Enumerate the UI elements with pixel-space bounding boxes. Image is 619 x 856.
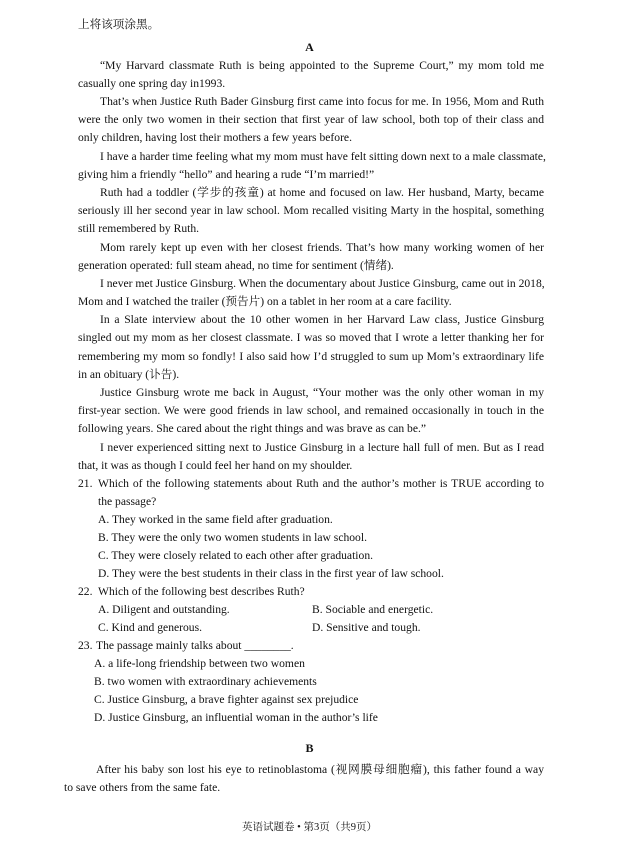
- passage-line: I never experienced sitting next to Justice Ginsburg in a lecture hall full of men. But as I read: [100, 441, 544, 454]
- passage-line: casually one spring day in1993.: [78, 77, 226, 90]
- question-stem: The passage mainly talks about ________.: [96, 639, 294, 652]
- section-a-heading: A: [305, 40, 314, 54]
- passage-line: remembering my mom so fondly! I also said how I’d struggled to sum up Mom’s extraordinary life: [78, 350, 544, 363]
- answer-option-d: D. Justice Ginsburg, an influential woman in the author’s life: [94, 711, 378, 724]
- question-stem: Which of the following statements about Ruth and the author’s mother is TRUE according to: [98, 477, 544, 490]
- passage-line: That’s when Justice Ruth Bader Ginsburg first came into focus for me. In 1956, Mom and Ruth: [100, 95, 544, 108]
- passage-line: Mom rarely kept up even with her closest friends. That’s how many working women of her: [100, 241, 544, 254]
- passage-line: only children, having lost their mothers a few years before.: [78, 131, 352, 144]
- answer-option-a: A. Diligent and outstanding.: [98, 603, 230, 616]
- question-stem: Which of the following best describes Ruth?: [98, 585, 305, 598]
- question-stem: the passage?: [98, 495, 157, 508]
- question-number: 23.: [78, 639, 93, 652]
- passage-line: giving him a friendly “hello” and hearing a rude “I’m married!”: [78, 168, 375, 181]
- passage-line: Mom and I watched the trailer (预告片) on a tablet in her room at a care facility.: [78, 295, 452, 308]
- passage-line: in an obituary (讣告).: [78, 368, 180, 381]
- passage-line: to save others from the same fate.: [64, 781, 221, 794]
- passage-line: seriously ill her second year in law school. Mom recalled visiting Marty in the hospital, something: [78, 204, 544, 217]
- passage-line: generation operated: full steam ahead, no time for sentiment (情绪).: [78, 259, 394, 272]
- passage-line: Ruth had a toddler (学步的孩童) at home and focused on law. Her husband, Marty, became: [100, 186, 544, 199]
- passage-line: After his baby son lost his eye to retinoblastoma (视网膜母细胞瘤), this father found a way: [96, 763, 544, 776]
- answer-option-b: B. Sociable and energetic.: [312, 603, 434, 616]
- answer-option-b: B. They were the only two women students in law school.: [98, 531, 367, 544]
- answer-option-a: A. a life-long friendship between two women: [94, 657, 305, 670]
- page-footer: 英语试题卷 • 第3页（共9页）: [242, 822, 377, 833]
- passage-line: In a Slate interview about the 10 other women in her Harvard Law class, Justice Ginsburg: [100, 313, 544, 326]
- question-number: 21.: [78, 477, 93, 490]
- answer-option-c: C. They were closely related to each other after graduation.: [98, 549, 374, 562]
- passage-line: following years. She cared about the right things and was brave as can be.”: [78, 422, 427, 435]
- passage-line: singled out my mom as her closest classmate. I was so moved that I wrote a letter thanking her for: [78, 331, 544, 344]
- passage-line: I never met Justice Ginsburg. When the documentary about Justice Ginsburg, came out in 2018,: [100, 277, 545, 290]
- section-b-heading: B: [305, 741, 314, 755]
- passage-line: Justice Ginsburg wrote me back in August, “Your mother was the only other woman in my: [100, 386, 544, 399]
- answer-option-d: D. They were the best students in their class in the first year of law school.: [98, 567, 444, 580]
- passage-line: first-year section. We were good friends in law school, and remained occasionally in touch in the: [78, 404, 544, 417]
- passage-line: that, it was as though I could feel her hand on my shoulder.: [78, 459, 353, 472]
- passage-line: still remembered by Ruth.: [78, 222, 200, 235]
- passage-line: “My Harvard classmate Ruth is being appointed to the Supreme Court,” my mom told me: [100, 59, 544, 72]
- passage-line: were the only two women in their section that first year of law school, both top of their class and: [78, 113, 544, 126]
- answer-option-d: D. Sensitive and tough.: [312, 621, 421, 634]
- passage-line: I have a harder time feeling what my mom must have felt sitting down next to a male classmate,: [100, 150, 546, 163]
- answer-option-b: B. two women with extraordinary achievements: [94, 675, 317, 688]
- answer-option-c: C. Justice Ginsburg, a brave fighter against sex prejudice: [94, 693, 359, 706]
- question-number: 22.: [78, 585, 93, 598]
- answer-option-a: A. They worked in the same field after graduation.: [98, 513, 333, 526]
- answer-option-c: C. Kind and generous.: [98, 621, 203, 634]
- top-note: 上将该项涂黑。: [78, 18, 160, 31]
